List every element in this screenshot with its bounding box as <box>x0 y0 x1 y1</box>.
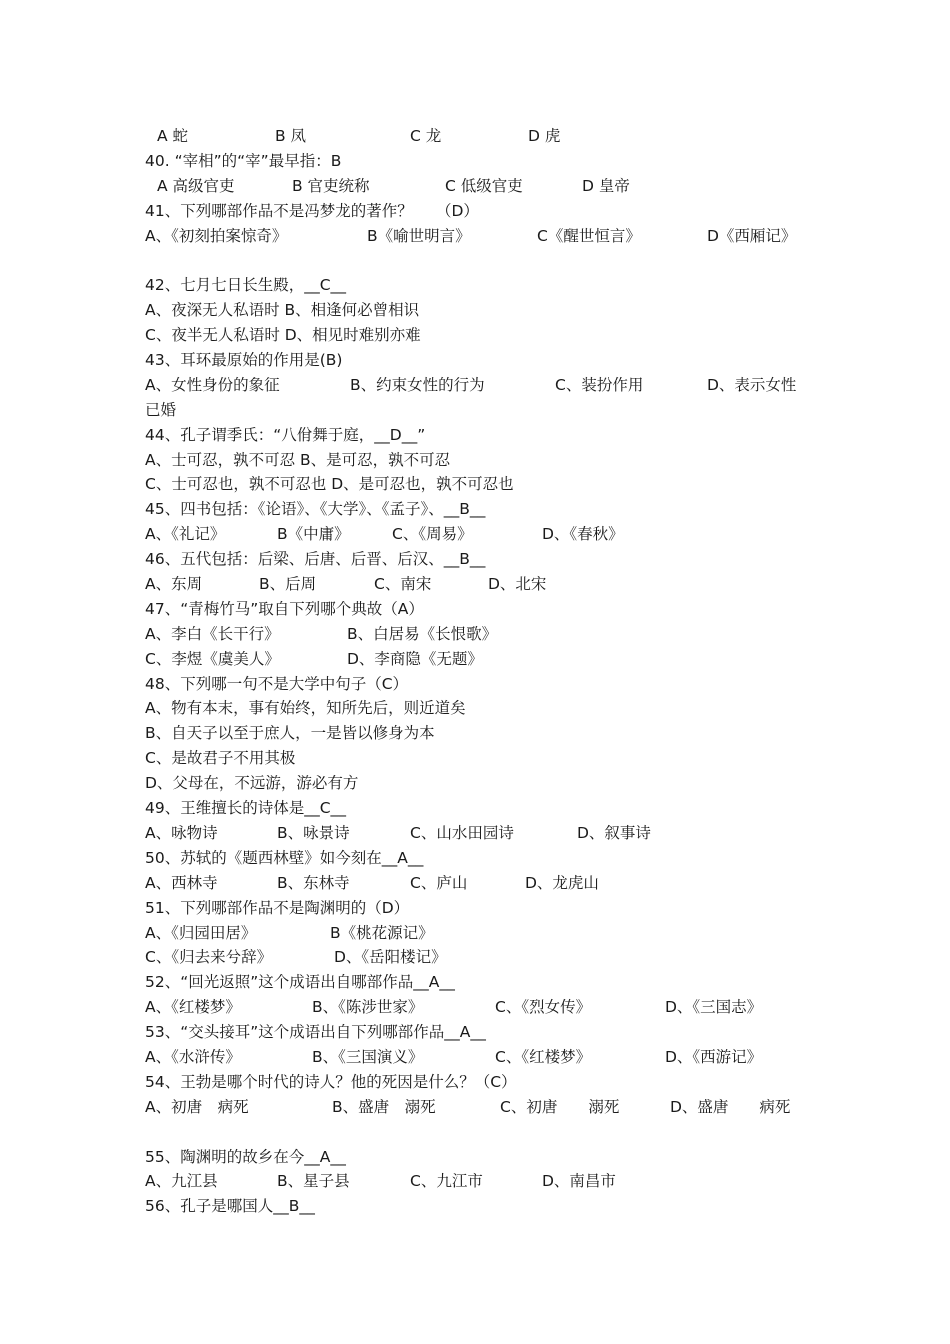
text-line: A、士可忍，孰不可忍 B、是可忍，孰不可忍 <box>145 450 451 469</box>
text-line: 54、王勃是哪个时代的诗人？他的死因是什么？（C） <box>145 1072 517 1091</box>
option-text: C、李煜《虞美人》 <box>145 649 280 668</box>
option-text: C、《红楼梦》 <box>495 1047 592 1066</box>
option-text: A、《归园田居》 <box>145 923 257 942</box>
option-text: C、山水田园诗 <box>410 823 514 842</box>
text-line: A、物有本末，事有始终，知所先后，则近道矣 <box>145 699 466 718</box>
text-line: 44、孔子谓季氏：“八佾舞于庭，__D__” <box>145 425 426 444</box>
option-text: A、东周 <box>145 575 203 594</box>
option-text: D、李商隐《无题》 <box>347 649 483 668</box>
option-text: C、装扮作用 <box>555 375 644 394</box>
option-text: B、盛唐 溺死 <box>332 1097 436 1116</box>
option-text: B 官吏统称 <box>292 176 370 195</box>
option-text: D《西厢记》 <box>707 226 797 245</box>
text-line: 49、王维擅长的诗体是__C__ <box>145 799 347 818</box>
option-text: B、约束女性的行为 <box>350 375 485 394</box>
option-text: C、《周易》 <box>392 525 473 544</box>
option-text: B《桃花源记》 <box>330 923 434 942</box>
option-text: A、初唐 病死 <box>145 1097 249 1116</box>
option-text: D、《三国志》 <box>665 998 763 1017</box>
option-text: D、盛唐 病死 <box>670 1097 791 1116</box>
text-line: 51、下列哪部作品不是陶渊明的（D） <box>145 898 410 917</box>
option-text: B 凤 <box>275 127 307 145</box>
option-text: A、《水浒传》 <box>145 1047 241 1066</box>
option-text: B《喻世明言》 <box>367 226 471 245</box>
option-text: A、西林寺 <box>145 873 218 892</box>
option-text: C、《归去来兮辞》 <box>145 948 273 967</box>
option-text: B、咏景诗 <box>277 823 350 842</box>
text-line <box>145 224 835 249</box>
text-line: 48、下列哪一句不是大学中句子（C） <box>145 674 409 693</box>
text-line: A、夜深无人私语时 B、相逢何必曾相识 <box>145 301 420 320</box>
text-line <box>145 821 835 846</box>
option-text: A、九江县 <box>145 1172 218 1191</box>
option-text: C、初唐 溺死 <box>500 1097 620 1116</box>
option-text: D、《西游记》 <box>665 1047 763 1066</box>
option-text: D、《岳阳楼记》 <box>334 948 447 967</box>
text-line: C、是故君子不用其极 <box>145 749 296 768</box>
text-line <box>145 995 835 1020</box>
option-text: A 高级官吏 <box>157 176 235 195</box>
option-text: A 蛇 <box>157 127 189 145</box>
option-text: D、北宋 <box>488 575 547 594</box>
option-text: C《醒世恒言》 <box>537 226 641 245</box>
text-line <box>145 572 835 597</box>
text-line: C、夜半无人私语时 D、相见时难别亦难 <box>145 326 421 345</box>
text-line: C、士可忍也，孰不可忍也 D、是可忍也，孰不可忍也 <box>145 475 514 494</box>
text-line: 56、孔子是哪国人__B__ <box>145 1197 315 1216</box>
option-text: A、《初刻拍案惊奇》 <box>145 226 288 245</box>
option-text: B、星子县 <box>277 1172 350 1191</box>
text-line <box>145 522 835 547</box>
text-line: 43、耳环最原始的作用是(B) <box>145 351 343 370</box>
text-line: 50、苏轼的《题西林壁》如今刻在__A__ <box>145 848 424 867</box>
option-text: D 皇帝 <box>582 176 630 195</box>
option-text: C 龙 <box>410 127 442 145</box>
text-line: B、自天子以至于庶人，一是皆以修身为本 <box>145 724 435 743</box>
text-line <box>145 622 835 647</box>
text-line <box>145 1120 835 1145</box>
text-line: 46、五代包括：后梁、后唐、后晋、后汉、__B__ <box>145 550 486 569</box>
text-line <box>145 1045 835 1070</box>
option-text: A、《礼记》 <box>145 525 226 544</box>
text-line: D、父母在，不远游，游必有方 <box>145 774 359 793</box>
text-line: 52、“回光返照”这个成语出自哪部作品__A__ <box>145 973 455 992</box>
option-text: C、南宋 <box>374 575 432 594</box>
text-line <box>145 647 835 672</box>
option-text: A、女性身份的象征 <box>145 375 280 394</box>
option-text: D、龙虎山 <box>525 873 599 892</box>
text-line <box>145 124 835 149</box>
text-line: 53、“交头接耳”这个成语出自下列哪部作品__A__ <box>145 1023 486 1042</box>
text-line: 41、下列哪部作品不是冯梦龙的著作？ （D） <box>145 201 479 220</box>
text-line <box>145 921 835 946</box>
text-line: 40. “宰相”的“宰”最早指：B <box>145 151 342 170</box>
text-line: 47、“青梅竹马”取自下列哪个典故（A） <box>145 599 424 618</box>
text-line <box>145 1095 835 1120</box>
option-text: D、《春秋》 <box>542 525 624 544</box>
text-line: 42、七月七日长生殿，__C__ <box>145 276 347 295</box>
option-text: B、白居易《长恨歌》 <box>347 624 498 643</box>
text-line <box>145 373 835 398</box>
option-text: C、庐山 <box>410 873 468 892</box>
text-line <box>145 248 835 273</box>
option-text: D、表示女性 <box>707 375 797 394</box>
option-text: A、《红楼梦》 <box>145 998 241 1017</box>
option-text: B、《三国演义》 <box>312 1047 424 1066</box>
option-text: D、叙事诗 <box>577 823 651 842</box>
option-text: B《中庸》 <box>277 525 350 544</box>
option-text: D、南昌市 <box>542 1172 616 1191</box>
option-text: C、《烈女传》 <box>495 998 592 1017</box>
option-text: B、后周 <box>259 575 317 594</box>
text-line <box>145 1169 835 1194</box>
option-text: A、李白《长干行》 <box>145 624 280 643</box>
text-line <box>145 945 835 970</box>
option-text: B、《陈涉世家》 <box>312 998 424 1017</box>
option-text: C 低级官吏 <box>445 176 523 195</box>
option-text: D 虎 <box>528 127 561 145</box>
text-line: 55、陶渊明的故乡在今__A__ <box>145 1147 346 1166</box>
option-text: A、咏物诗 <box>145 823 218 842</box>
text-line <box>145 174 835 199</box>
text-line: 45、四书包括：《论语》、《大学》、《孟子》、__B__ <box>145 500 486 519</box>
text-line <box>145 871 835 896</box>
document-body <box>145 124 835 1219</box>
option-text: B、东林寺 <box>277 873 350 892</box>
option-text: C、九江市 <box>410 1172 483 1191</box>
text-line: 已婚 <box>145 400 177 419</box>
